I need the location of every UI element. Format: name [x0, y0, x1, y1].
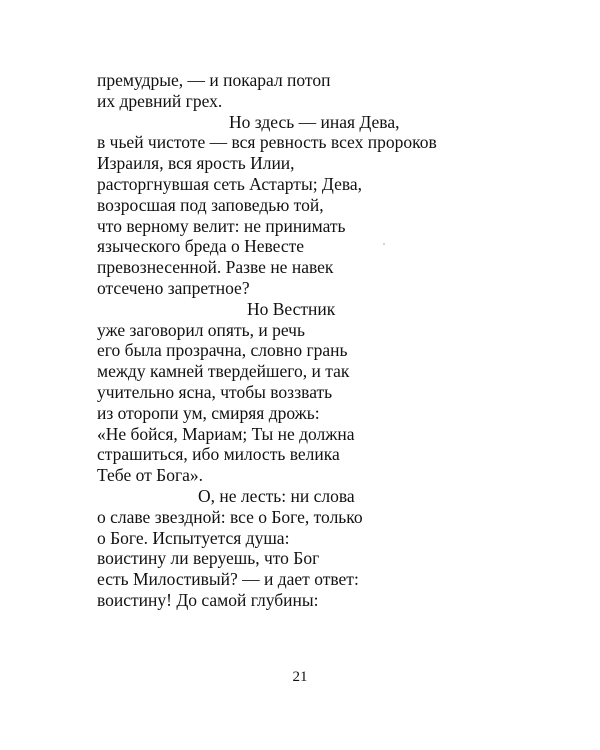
poem-line: воистину! До самой глубины:: [97, 589, 319, 610]
poem-line: о славе звездной: все о Боге, только: [97, 506, 363, 527]
poem-line: Израиля, вся ярость Илии,: [97, 153, 295, 174]
poem-line: премудрые, — и покарал потоп: [97, 70, 331, 90]
poem-line: учительно ясна, чтобы воззвать: [97, 381, 333, 402]
poem-line: превознесенной. Разве не навек: [97, 257, 334, 278]
poem-line: его была прозрачна, словно грань: [97, 340, 348, 361]
poem-line: Тебе от Бога».: [97, 465, 204, 486]
poem-line: в чьей чистоте — вся ревность всех пророков: [97, 132, 437, 153]
poem-line: их древний грех.: [97, 90, 223, 111]
poem-line: «Не бойся, Мариам; Ты не должна: [97, 423, 355, 444]
poem-line: Но здесь — иная Дева,: [229, 111, 400, 132]
poem-line: из оторопи ум, смиряя дрожь:: [97, 402, 320, 423]
poem-line: есть Милостивый? — и дает ответ:: [97, 569, 359, 590]
poem-stanza-1: [97, 70, 517, 486]
poem-line: Но Вестник: [247, 298, 336, 319]
poem-line: воистину ли веруешь, что Бог: [97, 548, 320, 569]
poem-line: что верному велит: не принимать: [97, 215, 346, 236]
poem-line: расторгнувшая сеть Астарты; Дева,: [97, 173, 363, 194]
poem-stanza-2: [97, 486, 517, 611]
poem-line: между камней твердейшего, и так: [97, 361, 350, 382]
poem-line: отсечено запретное?: [97, 277, 250, 298]
poem-line: О, не лесть: ни слова: [198, 486, 355, 506]
poem-line: уже заговорил опять, и речь: [97, 319, 305, 340]
poem-line: о Боге. Испытуется душа:: [97, 527, 290, 548]
poem-line: языческого бреда о Невесте: [97, 236, 305, 257]
poem-line: возросшая под заповедью той,: [97, 194, 324, 215]
page-number: 21: [292, 669, 308, 685]
poem-line: страшиться, ибо милость велика: [97, 444, 340, 465]
